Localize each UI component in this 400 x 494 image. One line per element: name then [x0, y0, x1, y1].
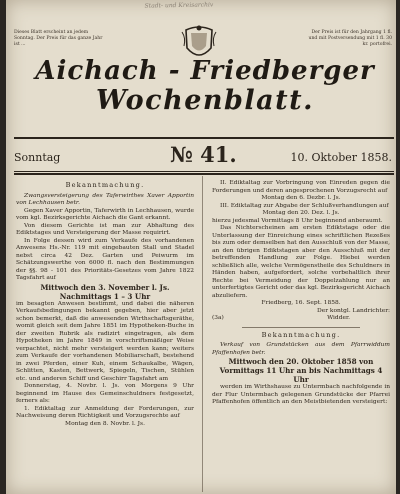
left-column: [16, 180, 194, 490]
signature-name: Widder.: [327, 315, 350, 321]
notice2-subheading: Verkauf von Grundstücken aus dem Pfarrwiddum Pfaffenhofen betr.: [212, 342, 390, 356]
issue-rule-thick: [14, 173, 394, 175]
notice-paragraph-6: 1. Ediktaltag zur Anmeldung der Forderungen, zur Nachweisung deren Richtigkeit und Vorzugsrechte auf: [16, 405, 194, 419]
edict-paragraph-2: II. Ediktaltag zur Vorbringung von Einreden gegen die Forderungen und deren angesprochenen Vorzugsrecht auf: [212, 180, 390, 194]
edict-date-2: Montag den 6. Dezbr. l. Js.: [261, 195, 341, 201]
edict-paragraph-time: hierzu jedesmal Vormittags 8 Uhr beginnend anberaumt.: [212, 217, 383, 224]
notice-heading: Bekanntmachung.: [65, 181, 145, 189]
notice2-paragraph: werden im Wirthshause zu Untermbach nachfolgende in der Flur Untermbach gelegenen Grundstücke der Pfarrei Pfaffenhofen öffentlich an den Meistbietenden versteigert:: [212, 384, 390, 405]
notice-date-1: Montag den 8. Novbr. l. Js.: [65, 420, 145, 427]
masthead-line-2: Wochenblatt.: [96, 85, 314, 116]
notice-paragraph-5: Donnerstag, 4. Novbr. l. Js. von Morgens 9 Uhr beginnend im Hause des Gemeinschuldners festgesetzt, ferners als:: [16, 383, 194, 404]
edict-office: Der kontgl. Landrichter:: [316, 307, 390, 314]
signature-row: [212, 315, 390, 323]
notice-separator: [242, 327, 360, 328]
issue-rule-thin: [14, 171, 394, 172]
masthead-line-1: Aichach - Friedberger: [35, 56, 375, 86]
notice2-heading: Bekanntmachung.: [261, 330, 341, 339]
notice2-date: Mittwoch den 20. Oktober 1858 von Vormittags 11 Uhr an bis Nachmittags 4 Uhr: [219, 357, 383, 384]
edict-paragraph-3: III. Ediktaltag zur Abgabe der Schlußverhandlungen auf: [220, 202, 389, 209]
price-note: Der Preis ist für den Jahrgang 1 fl. und mit Postversendung mit 1 fl. 30 kr. portofrei.: [308, 30, 392, 47]
right-column: [212, 180, 390, 490]
notice-paragraph-4: im besagten Anwesen bestimmt, und dabei die näheren Verkaufsbedingungen bekannt gegeben, hier aber jetzt schon bemerkt, daß die anwesenden Wirthschaftsgeräthe, womit gleich seit dem Jahre 1851 im Hypotheken-Buche in der zweiten Rubrik als radizirt eingetragen, als dem Hypotheken im Jahre 1849 in vorschriftsmäßiger Weise verpachtet, nicht mehr versteigert werden kann; weiters zum Verkaufe der vorhandenen Mobiliarschaft, bestehend in zwei Pferden, einer Kuh, einem Schaukalbe, Wägen, Schlitten, Kasten, Bettwerk, Spiegeln, Tischen, Stühlen etc. und anderen Schiff und Geschirr Tagsfahrt am: [16, 300, 194, 382]
notice-paragraph-2: Von diesem Gerichte ist man zur Abhaltung des Ediktstages und Versteigerung der Masse requirirt.: [16, 222, 194, 236]
issue-number: № 41.: [170, 142, 237, 167]
subscription-note: Dieses Blatt erscheint an jedem Sonntag. Der Preis für das ganze Jahr ist ...: [14, 30, 103, 47]
auction-date: Mittwoch den 3. November l. Js. Nachmittags 1 – 3 Uhr: [40, 282, 170, 301]
notice-paragraph-1: Gegen Xaver Apportin, Taferwirth in Lechhausen, wurde vom kgl. Bezirksgerichte Aichach die Gant erkannt.: [16, 207, 194, 221]
masthead: [28, 56, 382, 118]
column-divider: [202, 176, 203, 492]
issue-day: Sonntag: [14, 151, 61, 164]
edict-paragraph-4: Das Nichterscheinen am ersten Ediktstage oder die Unterlassung der Einreichung eines schriftlichen Rezeßes bis zum oder demselben hat den Ausschluß von der Masse, an den übrigen Ediktstagen aber den Ausschluß mit der betreffenden Handlung zur Folge. Hiebei werden schließlich alle, welche Vermögenstheile des Schuldners in Händen haben, aufgefordert, solche vorbehaltlich ihrer Rechte bei Vermeidung der Doppelzahlung nur an unterfertigtes Gericht oder das kgl. Bezirksgericht Aichach abzuliefern.: [212, 225, 390, 299]
notice-subheading: Zwangsversteigerung des Taferwirthes Xaver Apportin von Lechhausen betr.: [16, 192, 194, 206]
notice-paragraph-3: In Folge dessen wird zum Verkaufe des vorhandenen Anwesens Hs.-Nr. 119 mit eingebauten Stall und Stadel nebst circa 42 Dez. Garten und Peiwurm im Schätzungswerthe von 6000 fl. nach den Bestimmungen der §§. 98 - 101 des Prioritäts-Gesetzes vom Jahre 1822 Tagsfahrt auf: [16, 237, 194, 281]
signature-mark: (3a): [212, 315, 224, 321]
edict-date-3: Montag den 20. Dez. l. Js.: [262, 210, 340, 216]
issue-bar: [14, 142, 394, 168]
edict-place-date: Friedberg, 16. Sept. 1858.: [261, 300, 341, 306]
newspaper-page: [6, 0, 396, 494]
issue-date: 10. Oktober 1858.: [290, 151, 392, 164]
archive-stamp: Stadt- und Kreisarchiv: [144, 1, 214, 10]
top-rule: [14, 137, 394, 139]
